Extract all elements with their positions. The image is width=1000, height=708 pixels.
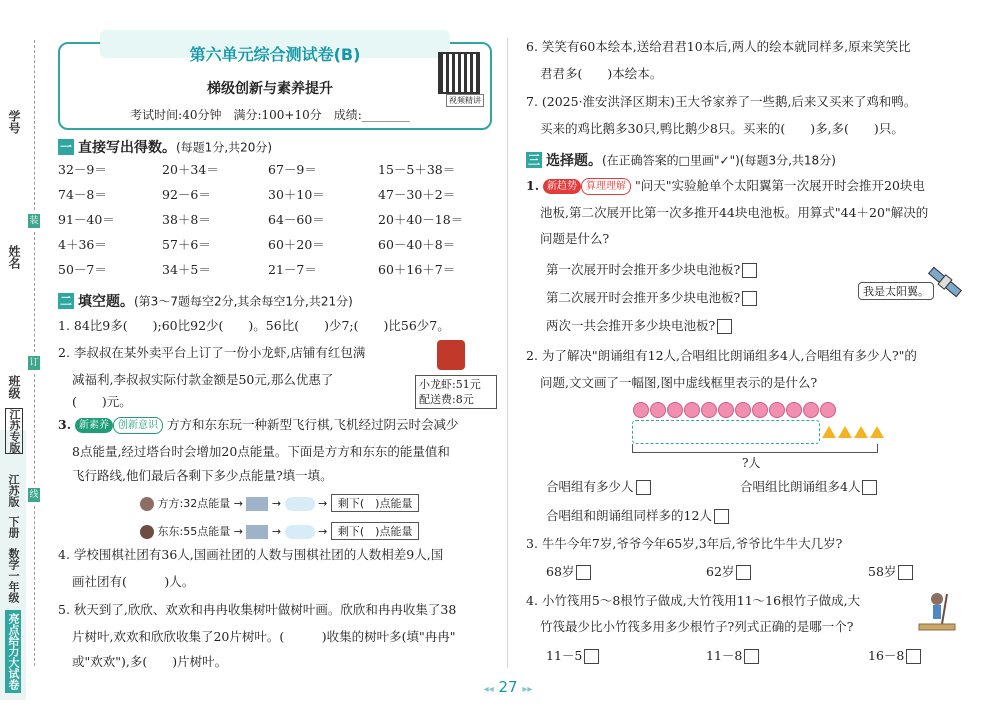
circle-icon [769, 402, 785, 418]
calc-item: 20＋34＝ [162, 162, 219, 177]
tag-new-literacy: 新素养 [75, 418, 113, 433]
answer-checkbox[interactable] [714, 509, 729, 524]
name-label: 姓名 [7, 245, 21, 269]
exam-header [58, 42, 492, 130]
option-label: 第一次展开时会推开多少块电池板? [546, 262, 741, 277]
section-1-note: (每题1分,共20分) [176, 140, 273, 155]
question-2-1: 1. 84比9多( );60比92少( )。56比( )少7;( )比56少7。 [58, 318, 450, 333]
price-tag [415, 375, 497, 409]
price-delivery: 配送费:8元 [419, 393, 474, 406]
calc-item: 50－7＝ [58, 262, 107, 277]
circle-row [633, 402, 837, 422]
dashed-box [632, 420, 820, 444]
question-3-1-line3: 问题是什么? [540, 231, 610, 246]
calc-item: 74－8＝ [58, 187, 107, 202]
question-2-7-line2: 买来的鸡比鹅多30只,鸭比鹅少8只。买来的( )多,多( )只。 [540, 121, 904, 136]
question-2-3-line1: 3. 新素养 创新意识 方方和东东玩一种新型飞行棋,飞机经过阴云时会减少 [58, 417, 459, 432]
calc-item: 38＋8＝ [162, 212, 211, 227]
option-3-3-c[interactable] [868, 558, 913, 585]
question-3-3: 3. 牛牛今年7岁,爷爷今年65岁,3年后,爷爷比牛牛大几岁? [526, 536, 843, 551]
circle-icon [820, 402, 836, 418]
qr-label: 视频精讲 [446, 94, 484, 107]
triangle-icon [854, 426, 868, 438]
option-label: 16－8 [868, 648, 905, 663]
tag-innovation: 创新意识 [113, 417, 163, 434]
option-3-2-c[interactable] [546, 502, 729, 529]
column-divider [507, 38, 508, 668]
answer-checkbox[interactable] [898, 565, 913, 580]
section-2-note: (第3～7题每空2分,其余每空1分,共21分) [134, 294, 353, 309]
question-2-6-line1: 6. 笑笑有60本绘本,送给君君10本后,两人的绘本就同样多,原来笑笑比 [526, 39, 911, 54]
cut-mark: 装 [29, 216, 39, 226]
question-2-2-line1: 2. 李叔叔在某外卖平台上订了一份小龙虾,店铺有红包满 [58, 345, 366, 360]
question-2-7-line1: 7. (2025·淮安洪泽区期末)王大爷家养了一些鹅,后来又买来了鸡和鸭。 [526, 94, 917, 109]
arrow-icon: → [233, 525, 243, 538]
section-2-heading [58, 291, 353, 311]
circle-icon [650, 402, 666, 418]
triangle-icon [838, 426, 852, 438]
prev-arrow-icon: ◂◂ [483, 684, 494, 695]
raft-boy-icon [915, 590, 959, 634]
arrow-icon: → [318, 497, 328, 510]
question-2-3-line2: 8点能量,经过塔台时会增加20点能量。下面是方方和东东的能量值和 [72, 444, 450, 459]
triangle-icon [822, 426, 836, 438]
fangfang-energy: 方方:32点能量 [157, 497, 231, 510]
cut-mark: 订 [29, 358, 39, 368]
calc-item: 4＋36＝ [58, 237, 107, 252]
tower-icon [246, 497, 268, 511]
spine-edition: 江苏版 [7, 474, 20, 507]
calc-item: 57＋6＝ [162, 237, 211, 252]
section-3-note: (在正确答案的□里画"✓")(每题3分,共18分) [602, 153, 836, 168]
answer-checkbox[interactable] [742, 263, 757, 278]
diagram-total-label: ?人 [742, 456, 761, 470]
tower-icon [246, 525, 268, 539]
answer-checkbox[interactable] [862, 480, 877, 495]
section-2-title: 填空题。 [78, 294, 134, 310]
cloud-icon [285, 525, 315, 539]
cut-line [34, 506, 35, 666]
cut-line [34, 374, 35, 484]
question-2-3-text: 方方和东东玩一种新型飞行棋,飞机经过阴云时会减少 [167, 417, 459, 432]
question-3-2-line1: 2. 为了解决"朗诵组有12人,合唱组比朗诵组多4人,合唱组有多少人?"的 [526, 348, 917, 363]
next-arrow-icon: ▸▸ [522, 684, 533, 695]
calc-item: 15－5＋38＝ [378, 162, 456, 177]
satellite-icon [925, 262, 965, 302]
calc-item: 20＋40－18＝ [378, 212, 464, 227]
option-label: 11－8 [706, 648, 743, 663]
option-3-2-a[interactable] [546, 473, 651, 500]
calc-item: 60＋20＝ [268, 237, 325, 252]
option-3-3-b[interactable] [706, 558, 751, 585]
answer-checkbox[interactable] [736, 565, 751, 580]
circle-icon [701, 402, 717, 418]
option-3-1-b[interactable] [546, 284, 757, 311]
question-2-6-line2: 君君多( )本绘本。 [540, 66, 663, 81]
section-3-heading [526, 150, 836, 170]
answer-checkbox[interactable] [906, 649, 921, 664]
total-bracket [632, 444, 878, 453]
qr-code-icon[interactable] [438, 52, 480, 94]
calc-item: 92－6＝ [162, 187, 211, 202]
fangfang-route [140, 494, 419, 512]
answer-checkbox[interactable] [744, 649, 759, 664]
calc-item: 60＋16＋7＝ [378, 262, 456, 277]
cloud-icon [285, 497, 315, 511]
question-2-3-line3: 飞行路线,他们最后各剩下多少点能量?填一填。 [72, 468, 333, 483]
option-3-1-c[interactable] [546, 312, 732, 339]
dongdong-remain[interactable]: 剩下( )点能量 [331, 522, 420, 540]
calc-item: 64－60＝ [268, 212, 325, 227]
calc-item: 91－40＝ [58, 212, 115, 227]
arrow-icon: → [318, 525, 328, 538]
question-2-4-line1: 4. 学校围棋社团有36人,国画社团的人数与围棋社团的人数相差9人,国 [58, 547, 444, 562]
page-number [478, 678, 538, 696]
fangfang-remain[interactable]: 剩下( )点能量 [331, 494, 420, 512]
question-2-5-line3: 或"欢欢"),多( )片树叶。 [72, 654, 228, 669]
section-1-number: 一 [59, 140, 72, 154]
answer-checkbox[interactable] [576, 565, 591, 580]
option-label: 合唱组和朗诵组同样多的12人 [546, 508, 712, 523]
calc-item: 60－40＋8＝ [378, 237, 456, 252]
tag-reasoning: 算理理解 [581, 178, 631, 195]
question-2-4-line2: 画社团有( )人。 [72, 574, 195, 589]
option-3-3-a[interactable] [546, 558, 591, 585]
question-2-5-line1: 5. 秋天到了,欣欣、欢欢和冉冉收集树叶做树叶画。欣欣和冉冉收集了38 [58, 602, 457, 617]
exam-title: 第六单元综合测试卷(B) [189, 45, 361, 64]
page-number-value: 27 [498, 678, 518, 696]
question-3-1-line1: 1. 新趋势 算理理解 "问天"实验舱单个太阳翼第一次展开时会推开20块电 [526, 178, 925, 193]
calc-item: 34＋5＝ [162, 262, 211, 277]
boy-avatar-icon [140, 525, 154, 539]
section-1-heading [58, 137, 272, 157]
question-2-2-line3: ( )元。 [72, 394, 132, 409]
class-label: 班级 [7, 375, 21, 399]
cut-line [34, 232, 35, 352]
circle-icon [752, 402, 768, 418]
triangle-icon [870, 426, 884, 438]
answer-checkbox[interactable] [636, 480, 651, 495]
exam-subtitle: 梯级创新与素养提升 [207, 81, 333, 97]
option-label: 68岁 [546, 564, 575, 579]
spine-special: 江苏专版 [5, 408, 23, 454]
section-3-title: 选择题。 [546, 153, 602, 169]
answer-checkbox[interactable] [584, 649, 599, 664]
option-3-1-a[interactable] [546, 256, 757, 283]
spine-term: 下册 [7, 516, 20, 538]
circle-icon [803, 402, 819, 418]
student-id-label: 学号 [7, 110, 21, 134]
option-label: 58岁 [868, 564, 897, 579]
question-2-2-line2: 减福利,李叔叔实际付款金额是50元,那么优惠了 [72, 372, 334, 387]
section-3-number: 三 [527, 153, 540, 167]
option-3-4-b[interactable] [706, 642, 759, 669]
cut-mark: 线 [29, 490, 39, 500]
calc-item: 32－9＝ [58, 162, 107, 177]
tag-new-trend: 新趋势 [543, 179, 581, 194]
solar-wing-bubble: 我是太阳翼。 [858, 282, 934, 300]
option-label: 11－5 [546, 648, 583, 663]
crayfish-icon [437, 340, 465, 370]
question-3-1-text: "问天"实验舱单个太阳翼第一次展开时会推开20块电 [635, 178, 925, 193]
option-label: 合唱组比朗诵组多4人 [740, 479, 861, 494]
circle-icon [667, 402, 683, 418]
option-label: 第二次展开时会推开多少块电池板? [546, 290, 741, 305]
price-crayfish: 小龙虾:51元 [419, 378, 481, 391]
answer-checkbox[interactable] [742, 291, 757, 306]
question-3-4-line1: 4. 小竹筏用5～8根竹子做成,大竹筏用11～16根竹子做成,大 [526, 593, 861, 608]
question-2-5-line2: 片树叶,欢欢和欣欣收集了20片树叶。( )收集的树叶多(填"冉冉" [72, 629, 456, 644]
boy-avatar-icon [140, 497, 154, 511]
calc-item: 21－7＝ [268, 262, 317, 277]
dongdong-route [140, 522, 419, 540]
section-1-title: 直接写出得数。 [78, 140, 176, 156]
exam-info: 考试时间:40分钟 满分:100+10分 成绩:________ [130, 108, 410, 122]
calc-item: 67－9＝ [268, 162, 317, 177]
option-label: 合唱组有多少人 [546, 479, 634, 494]
circle-icon [718, 402, 734, 418]
answer-checkbox[interactable] [717, 319, 732, 334]
cut-line [34, 40, 35, 210]
circle-icon [786, 402, 802, 418]
circle-icon [684, 402, 700, 418]
question-3-1-line2: 池板,第二次展开比第一次多推开44块电池板。用算式"44＋20"解决的 [540, 205, 929, 220]
option-3-2-b[interactable] [740, 473, 877, 500]
question-3-4-line2: 竹筏最少比小竹筏多用多少根竹子?列式正确的是哪一个? [540, 619, 854, 634]
option-label: 62岁 [706, 564, 735, 579]
option-3-4-a[interactable] [546, 642, 599, 669]
binding-strip [0, 0, 50, 708]
arrow-icon: → [271, 525, 282, 538]
option-3-4-c[interactable] [868, 642, 921, 669]
option-label: 两次一共会推开多少块电池板? [546, 318, 716, 333]
calc-item: 47－30＋2＝ [378, 187, 456, 202]
spine-course: 数学一年级 [7, 548, 20, 603]
triangle-row [822, 426, 886, 442]
arrow-icon: → [233, 497, 243, 510]
arrow-icon: → [271, 497, 282, 510]
calc-item: 30＋10＝ [268, 187, 325, 202]
dongdong-energy: 东东:55点能量 [157, 525, 231, 538]
circle-icon [735, 402, 751, 418]
spine-series: 亮点给力大试卷 [5, 610, 21, 693]
section-2-number: 二 [59, 294, 72, 308]
question-3-2-line2: 问题,文文画了一幅图,图中虚线框里表示的是什么? [540, 375, 818, 390]
circle-icon [633, 402, 649, 418]
